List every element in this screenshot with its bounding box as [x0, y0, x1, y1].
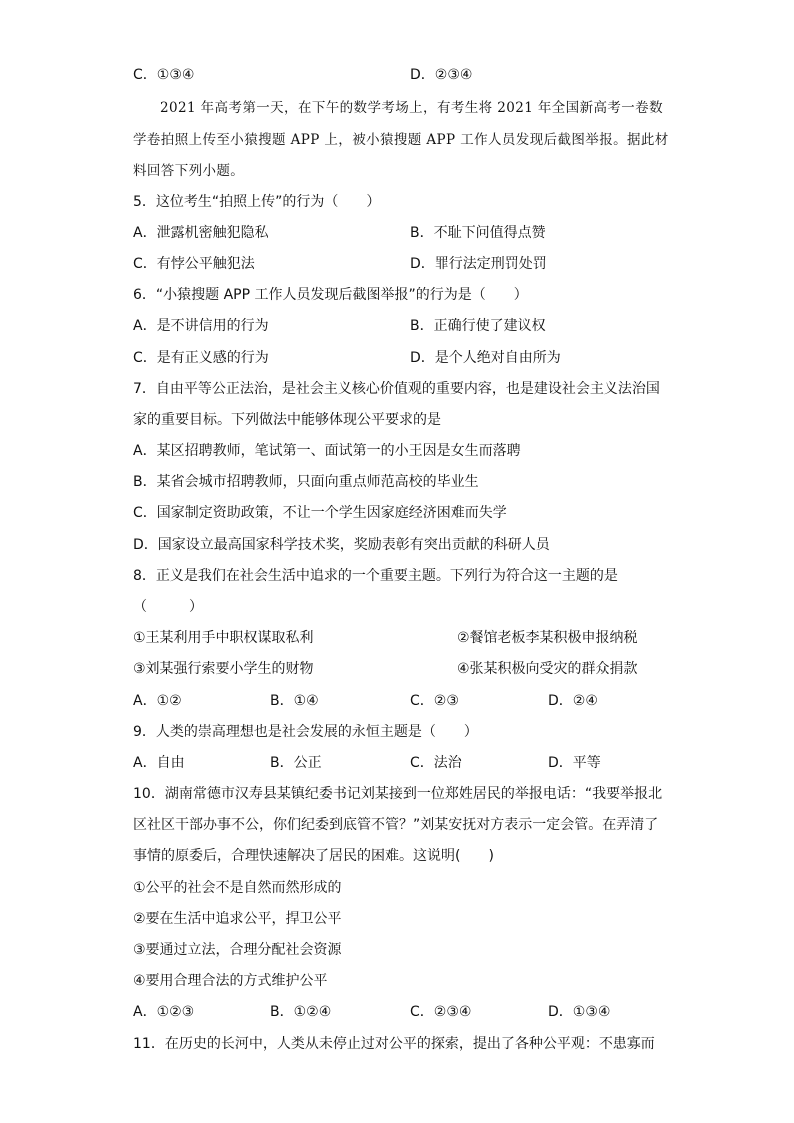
passage-line-1: 2021 年高考第一天，在下午的数学考场上，有考生将 2021 年全国新高考一卷数 [160, 100, 663, 116]
q7-option-b: B．某省会城市招聘教师，只面向重点师范高校的毕业生 [133, 474, 479, 490]
q5-option-c: C．有悖公平触犯法 [133, 256, 255, 272]
q6-option-b: B．正确行使了建议权 [410, 318, 546, 334]
q11-stem-line-1: 11．在历史的长河中，人类从未停止过对公平的探索，提出了各种公平观：不患寡而 [133, 1036, 655, 1052]
q9-option-b: B．公正 [270, 755, 322, 771]
q5-option-b: B．不耻下问值得点赞 [410, 225, 546, 241]
q8-stem-line-2: （ ） [133, 599, 203, 615]
q8-statement-3: ③刘某强行索要小学生的财物 [133, 661, 314, 677]
q10-option-b: B．①②④ [270, 1004, 332, 1020]
passage-line-2: 学卷拍照上传至小猿搜题 APP 上，被小猿搜题 APP 工作人员发现后截图举报。据此材 [133, 132, 669, 148]
q8-statement-1: ①王某利用手中职权谋取私利 [133, 630, 314, 646]
q5-stem: 5．这位考生“拍照上传”的行为（ ） [133, 194, 381, 210]
q10-statement-3: ③要通过立法，合理分配社会资源 [133, 942, 342, 958]
q6-option-a: A．是不讲信用的行为 [133, 318, 269, 334]
q10-statement-1: ①公平的社会不是自然而然形成的 [133, 880, 342, 896]
q5-option-a: A．泄露机密触犯隐私 [133, 225, 269, 241]
prev-option-d: D．②③④ [410, 67, 473, 83]
q8-option-c: C．②③ [410, 693, 459, 709]
q10-statement-4: ④要用合理合法的方式维护公平 [133, 973, 328, 989]
q10-option-d: D．①③④ [548, 1004, 611, 1020]
q7-stem-line-1: 7．自由平等公正法治，是社会主义核心价值观的重要内容，也是建设社会主义法治国 [133, 381, 660, 397]
q5-option-d: D．罪行法定刑罚处罚 [410, 256, 547, 272]
q9-option-a: A．自由 [133, 755, 185, 771]
q6-option-d: D．是个人绝对自由所为 [410, 350, 561, 366]
q10-stem-line-3: 事情的原委后，合理快速解决了居民的困难。这说明( ) [133, 848, 494, 864]
q8-option-b: B．①④ [270, 693, 319, 709]
q10-stem-line-1: 10．湖南常德市汉寿县某镇纪委书记刘某接到一位郑姓居民的举报电话：“我要举报北 [133, 786, 663, 802]
q9-option-c: C．法治 [410, 755, 462, 771]
q6-option-c: C．是有正义感的行为 [133, 350, 269, 366]
q8-stem-line-1: 8．正义是我们在社会生活中追求的一个重要主题。下列行为符合这一主题的是 [133, 568, 618, 584]
q8-option-d: D．②④ [548, 693, 598, 709]
q8-statement-2: ②餐馆老板李某积极申报纳税 [457, 630, 638, 646]
q10-option-a: A．①②③ [133, 1004, 195, 1020]
q6-stem: 6．“小猿搜题 APP 工作人员发现后截图举报”的行为是（ ） [133, 287, 528, 303]
q7-option-c: C．国家制定资助政策，不让一个学生因家庭经济困难而失学 [133, 505, 507, 521]
prev-option-c: C．①③④ [133, 67, 195, 83]
q7-stem-line-2: 家的重要目标。下列做法中能够体现公平要求的是 [133, 412, 441, 428]
q10-option-c: C．②③④ [410, 1004, 472, 1020]
q7-option-d: D．国家设立最高国家科学技术奖，奖励表彰有突出贡献的科研人员 [133, 537, 550, 553]
q8-option-a: A．①② [133, 693, 182, 709]
passage-line-3: 料回答下列小题。 [133, 163, 245, 179]
q10-statement-2: ②要在生活中追求公平，捍卫公平 [133, 911, 342, 927]
q8-statement-4: ④张某积极向受灾的群众捐款 [457, 661, 638, 677]
q10-stem-line-2: 区社区干部办事不公，你们纪委到底管不管？”刘某安抚对方表示一定会管。在弄清了 [133, 817, 659, 833]
q9-stem: 9．人类的崇高理想也是社会发展的永恒主题是（ ） [133, 724, 478, 740]
q9-option-d: D．平等 [548, 755, 601, 771]
q7-option-a: A．某区招聘教师，笔试第一、面试第一的小王因是女生而落聘 [133, 443, 521, 459]
